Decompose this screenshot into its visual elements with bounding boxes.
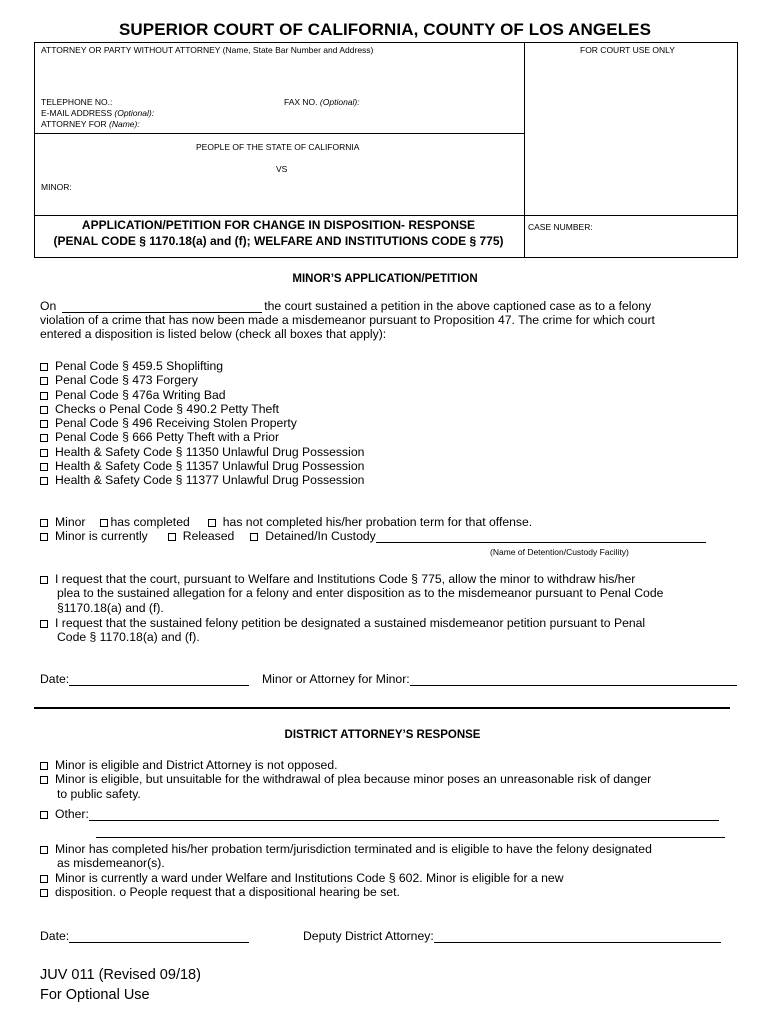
offense-label: Penal Code § 476a Writing Bad [55, 387, 226, 402]
checkbox[interactable] [40, 846, 48, 854]
checkbox[interactable] [40, 420, 48, 428]
opt2-line2: to public safety. [57, 786, 141, 801]
custody-status-line [40, 529, 706, 543]
request-2 [40, 616, 645, 645]
offense-item[interactable] [40, 473, 364, 487]
checkbox[interactable] [40, 576, 48, 584]
checkbox[interactable] [40, 434, 48, 442]
email-label: E-MAIL ADDRESS [41, 108, 113, 118]
offense-label: Health & Safety Code § 11357 Unlawful Drug Possession [55, 459, 365, 474]
request1-line1: I request that the court, pursuant to Welfare and Institutions Code § 775, allow the minor to withdraw his/her [55, 572, 636, 586]
form-title-line1: APPLICATION/PETITION FOR CHANGE IN DISPOSITION- RESPONSE [81, 218, 476, 232]
response-option[interactable] [40, 772, 651, 786]
opt3-line1: Minor has completed his/her probation term/jurisdiction terminated and is eligible to have the felony designated [55, 842, 652, 856]
intro-rest: the court sustained a petition in the above captioned case as to a felony [264, 299, 652, 313]
checkbox[interactable] [100, 519, 108, 527]
attorney-label: ATTORNEY OR PARTY WITHOUT ATTORNEY (Name, State Bar Number and Address) [41, 45, 374, 55]
application-heading: MINOR’S APPLICATION/PETITION [292, 273, 478, 285]
minor-is-currently-label: Minor is currently [55, 529, 148, 543]
offense-label: Penal Code § 666 Petty Theft with a Prior [55, 430, 280, 445]
intro-line2: violation of a crime that has now been made a misdemeanor pursuant to Proposition 47. The crime for which court [40, 313, 655, 327]
offense-list [40, 359, 364, 488]
checkbox[interactable] [40, 463, 48, 471]
telephone-label[interactable]: TELEPHONE NO.: [41, 97, 113, 107]
signature-field[interactable] [410, 673, 737, 686]
checkbox[interactable] [40, 889, 48, 897]
offense-item[interactable] [40, 459, 364, 473]
response-option[interactable] [40, 871, 652, 885]
checkbox[interactable] [40, 776, 48, 784]
response-option[interactable] [40, 758, 651, 772]
offense-item[interactable] [40, 359, 364, 373]
offense-label: Checks o Penal Code § 490.2 Petty Theft [55, 401, 280, 416]
minor-label[interactable]: MINOR: [41, 182, 72, 192]
checkbox[interactable] [168, 533, 176, 541]
offense-item[interactable] [40, 388, 364, 402]
da-date-label: Date: [40, 929, 70, 943]
fax-field[interactable] [284, 97, 360, 108]
form-id: JUV 011 (Revised 09/18) [40, 967, 201, 983]
detained-label: Detained/In Custody [265, 529, 376, 543]
form-title-line2: (PENAL CODE § 1170.18(a) and (f); WELFARE AND INSTITUTIONS CODE § 775) [53, 234, 504, 248]
response-options-2 [40, 842, 652, 899]
has-completed-label: has completed [110, 515, 190, 529]
attorney-for-label: ATTORNEY FOR [41, 119, 107, 129]
response-options [40, 758, 651, 801]
checkbox[interactable] [40, 620, 48, 628]
response-option[interactable] [40, 885, 652, 899]
people-label: PEOPLE OF THE STATE OF CALIFORNIA [196, 142, 360, 152]
checkbox[interactable] [250, 533, 258, 541]
request1-line3: §1170.18(a) and (f). [57, 600, 164, 615]
email-optional: (Optional): [114, 108, 155, 118]
court-use-box [523, 42, 738, 216]
request2-line2: Code § 1170.18(a) and (f). [57, 630, 200, 645]
has-not-completed-label: has not completed his/her probation term for that offense. [222, 515, 533, 529]
offense-item[interactable] [40, 373, 364, 387]
minor-label: Minor [55, 515, 86, 529]
section-divider [34, 707, 730, 709]
offense-item[interactable] [40, 416, 364, 430]
da-date-field[interactable] [69, 930, 249, 943]
checkbox[interactable] [40, 533, 48, 541]
date-field[interactable] [69, 673, 249, 686]
offense-item[interactable] [40, 402, 364, 416]
request2-line1: I request that the sustained felony petition be designated a sustained misdemeanor petition pursuant to Penal [55, 616, 646, 630]
applicant-signature-line [262, 672, 737, 686]
attorney-for-name: (Name): [109, 119, 140, 129]
offense-label: Penal Code § 496 Receiving Stolen Property [55, 416, 297, 431]
attorney-for-field[interactable] [41, 119, 140, 130]
response-option[interactable] [40, 842, 652, 856]
offense-label: Health & Safety Code § 11377 Unlawful Drug Possession [55, 473, 365, 488]
request1-line2: plea to the sustained allegation for a felony and enter disposition as to the misdemeanor pursuant to Penal Code [57, 586, 664, 601]
intro-on: On [40, 299, 57, 313]
opt4-line2: disposition. o People request that a dispositional hearing be set. [55, 884, 400, 899]
case-number-label: CASE NUMBER: [528, 222, 593, 232]
checkbox[interactable] [40, 363, 48, 371]
deputy-line [303, 929, 721, 943]
da-date-line [40, 929, 249, 943]
offense-item[interactable] [40, 445, 364, 459]
applicant-date-line [40, 672, 249, 686]
checkbox[interactable] [40, 392, 48, 400]
email-field[interactable] [41, 108, 154, 119]
intro-line3: entered a disposition is listed below (check all boxes that apply): [40, 327, 387, 341]
other-field-line2[interactable] [96, 837, 725, 838]
checkbox[interactable] [40, 875, 48, 883]
other-field[interactable] [89, 808, 719, 821]
opt4-line1: Minor is currently a ward under Welfare and Institutions Code § 602. Minor is eligible for a new [55, 870, 564, 885]
fax-optional: (Optional): [319, 97, 360, 107]
checkbox[interactable] [40, 477, 48, 485]
offense-label: Health & Safety Code § 11350 Unlawful Drug Possession [55, 444, 365, 459]
offense-label: Penal Code § 459.5 Shoplifting [55, 359, 224, 373]
optional-use: For Optional Use [40, 987, 150, 1003]
vs-label: VS [276, 164, 288, 174]
response-heading: DISTRICT ATTORNEY’S RESPONSE [284, 729, 481, 741]
checkbox[interactable] [40, 406, 48, 414]
opt3-line2: as misdemeanor(s). [57, 856, 165, 871]
deputy-label: Deputy District Attorney: [303, 929, 434, 943]
deputy-signature-field[interactable] [434, 930, 721, 943]
date-label: Date: [40, 672, 70, 686]
released-label: Released [182, 529, 235, 543]
opt1-label: Minor is eligible and District Attorney is not opposed. [55, 758, 338, 772]
checkbox[interactable] [40, 811, 48, 819]
request-1 [40, 572, 663, 615]
other-line [40, 807, 719, 821]
intro-line1 [40, 299, 651, 313]
court-title: SUPERIOR COURT OF CALIFORNIA, COUNTY OF LOS ANGELES [118, 20, 652, 39]
checkbox[interactable] [40, 449, 48, 457]
fax-label: FAX NO. [284, 97, 318, 107]
probation-status-line [40, 515, 532, 529]
checkbox[interactable] [208, 519, 216, 527]
facility-caption: (Name of Detention/Custody Facility) [490, 547, 629, 557]
date-sustained-field[interactable] [62, 300, 262, 313]
offense-label: Penal Code § 473 Forgery [55, 373, 198, 388]
checkbox[interactable] [40, 762, 48, 770]
people-divider [34, 133, 524, 134]
signer-label: Minor or Attorney for Minor: [262, 672, 410, 686]
facility-field[interactable] [376, 530, 706, 543]
other-label: Other: [55, 807, 89, 821]
checkbox[interactable] [40, 377, 48, 385]
opt2-line1: Minor is eligible, but unsuitable for the withdrawal of plea because minor poses an unreasonable risk of danger [55, 772, 652, 787]
checkbox[interactable] [40, 519, 48, 527]
court-use-label: FOR COURT USE ONLY [580, 45, 675, 55]
offense-item[interactable] [40, 430, 364, 444]
